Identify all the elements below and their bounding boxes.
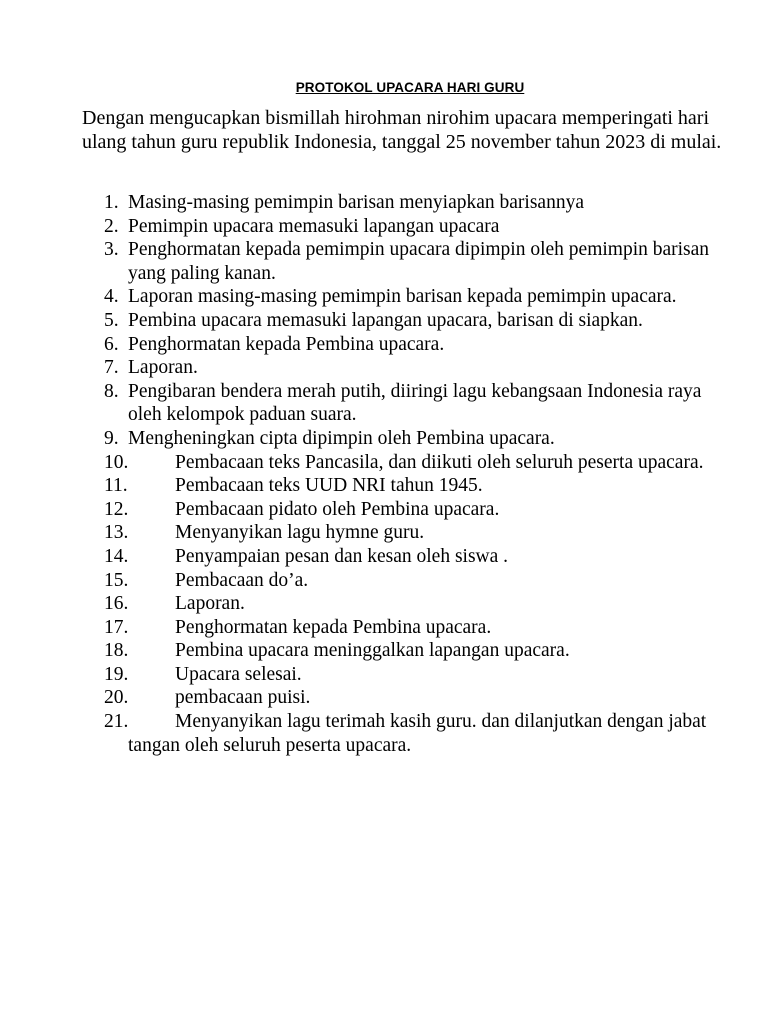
item-text: Masing-masing pemimpin barisan menyiapkan barisannya — [128, 192, 584, 213]
item-text: Menyanyikan lagu hymne guru. — [175, 522, 425, 544]
item-number: 11. — [104, 475, 128, 497]
list-item — [0, 380, 728, 427]
item-number: 9. — [104, 427, 119, 449]
item-text: Pemimpin upacara memasuki lapangan upacara — [128, 215, 500, 237]
list-item — [0, 592, 728, 616]
item-number: 16. — [104, 593, 129, 615]
item-number: 21. — [104, 711, 129, 733]
item-text: Pembacaan pidato oleh Pembina upacara. — [175, 498, 500, 520]
item-number: 17. — [104, 616, 129, 638]
document-title: PROTOKOL UPACARA HARI GURU — [295, 80, 525, 95]
list-item — [0, 427, 728, 451]
item-number: 14. — [104, 545, 129, 567]
item-number: 5. — [104, 309, 119, 331]
item-text: Penyampaian pesan dan kesan oleh siswa . — [175, 545, 509, 567]
item-text: Upacara selesai. — [175, 663, 302, 685]
item-text: Laporan masing-masing pemimpin barisan kepada pemimpin upacara. — [128, 286, 677, 308]
list-item — [0, 639, 728, 663]
list-item — [0, 616, 728, 640]
item-text: Penghormatan kepada Pembina upacara. — [128, 333, 445, 355]
item-text: Penghormatan kepada Pembina upacara. — [175, 616, 492, 638]
item-number: 18. — [104, 640, 129, 662]
list-item — [0, 686, 728, 710]
item-text: Mengheningkan cipta dipimpin oleh Pembina upacara. — [128, 427, 555, 449]
list-item — [0, 191, 728, 215]
item-text: Menyanyikan lagu terimah kasih guru. dan dilanjutkan dengan jabat tangan oleh seluruh peserta upacara. — [128, 711, 707, 756]
item-number: 12. — [104, 498, 129, 520]
list-item — [0, 521, 728, 545]
list-item — [0, 474, 728, 498]
list-item — [0, 663, 728, 687]
item-text: Laporan. — [128, 357, 198, 379]
item-number: 8. — [104, 380, 119, 402]
item-number: 1. — [104, 192, 119, 213]
item-text: pembacaan puisi. — [175, 687, 311, 709]
list-item — [0, 569, 728, 593]
list-item — [0, 238, 728, 285]
list-item — [0, 356, 728, 380]
list-item — [0, 285, 728, 309]
item-text: Pembina upacara memasuki lapangan upacara, barisan di siapkan. — [128, 309, 643, 331]
item-number: 10. — [104, 451, 129, 473]
item-number: 13. — [104, 522, 129, 544]
item-number: 15. — [104, 569, 129, 591]
item-text: Pembacaan teks Pancasila, dan diikuti oleh seluruh peserta upacara. — [175, 451, 704, 473]
item-text: Pembacaan do’a. — [175, 569, 309, 591]
item-text: Pembacaan teks UUD NRI tahun 1945. — [175, 475, 483, 497]
item-number: 3. — [104, 239, 119, 261]
item-number: 4. — [104, 286, 119, 308]
list-item — [0, 710, 728, 757]
list-item — [0, 498, 728, 522]
list-item — [0, 215, 728, 239]
item-text: Penghormatan kepada pemimpin upacara dipimpin oleh pemimpin barisan yang paling kanan. — [128, 239, 710, 284]
protocol-list — [0, 191, 768, 757]
list-item — [0, 309, 728, 333]
item-text: Pembina upacara meninggalkan lapangan upacara. — [175, 640, 570, 662]
list-item — [0, 451, 728, 475]
item-text: Pengibaran bendera merah putih, diiringi lagu kebangsaan Indonesia raya oleh kelompok paduan suara. — [128, 380, 702, 426]
item-number: 20. — [104, 687, 129, 709]
item-number: 7. — [104, 357, 119, 379]
list-item — [0, 545, 728, 569]
item-number: 19. — [104, 663, 129, 685]
item-number: 2. — [104, 215, 119, 237]
intro-paragraph: Dengan mengucapkan bismillah hirohman nirohim upacara memperingati hari ulang tahun guru republik Indonesia, tanggal 25 november tahun 2023 di mulai. — [82, 107, 722, 153]
item-number: 6. — [104, 333, 119, 355]
list-item — [0, 333, 728, 357]
item-text: Laporan. — [175, 593, 245, 615]
